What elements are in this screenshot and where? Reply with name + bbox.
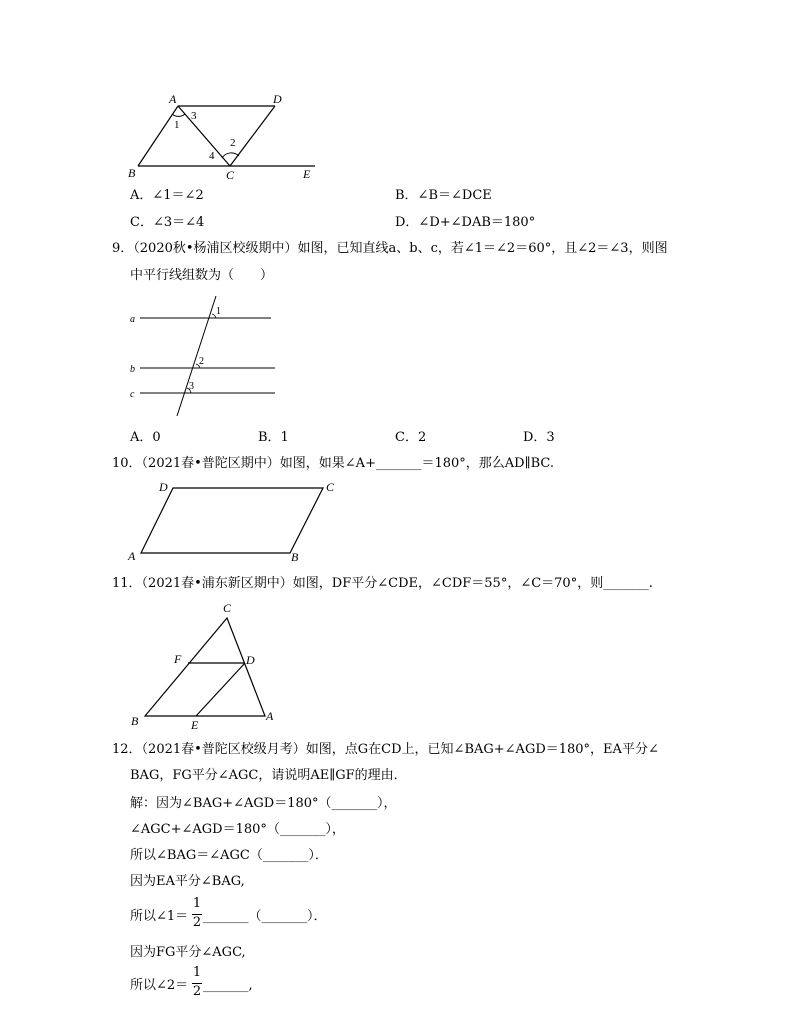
label-C: C — [223, 601, 232, 615]
q12-step-1: 解：因为∠BAG+∠AGD＝180°（_______）， — [130, 796, 397, 811]
q12-stem-line1: 12．（2021春•普陀区校级月考）如图，点G在CD上，已知∠BAG+∠AGD＝180°，EA平分∠ — [112, 742, 659, 757]
q11-stem: 11．（2021春•浦东新区期中）如图，DF平分∠CDE，∠CDF＝55°，∠C＝70°，则_______. — [112, 576, 653, 591]
fraction-numerator: 1 — [192, 896, 202, 911]
line-label-c: c — [130, 389, 135, 400]
q9-option-b: B．1 — [258, 430, 289, 445]
figure-q10 — [125, 478, 350, 566]
angle-label-3: 3 — [191, 110, 197, 122]
angle-label-2: 2 — [199, 356, 204, 367]
q9-option-a: A．0 — [130, 430, 161, 445]
label-D: D — [246, 653, 255, 667]
label-C: C — [226, 168, 235, 182]
q8-option-a: A．∠1＝∠2 — [130, 188, 204, 203]
fraction-numerator: 1 — [192, 965, 202, 980]
q9-stem-line2: 中平行线组数为（ ） — [130, 268, 274, 283]
q8-option-d: D．∠D+∠DAB＝180° — [395, 215, 536, 230]
angle-label-2: 2 — [230, 137, 236, 149]
q12-step-2: ∠AGC+∠AGD＝180°（_______）， — [130, 822, 345, 837]
q8-option-b: B．∠B＝∠DCE — [395, 188, 492, 203]
figure-q9 — [125, 293, 285, 423]
figure-q8 — [125, 88, 325, 183]
fraction-denominator: 2 — [192, 915, 202, 930]
q12-step-5-suffix: _______（_______）． — [203, 909, 327, 924]
q9-stem-line1: 9．（2020秋•杨浦区校级期中）如图，已知直线a、b、c，若∠1＝∠2＝60°，且∠2＝∠3，则图 — [112, 241, 668, 256]
angle-label-1: 1 — [216, 306, 221, 317]
q12-step-5-prefix: 所以∠1＝ — [130, 909, 189, 924]
q12-step-6: 因为FG平分∠AGC, — [130, 945, 246, 960]
label-B: B — [291, 550, 299, 564]
label-D: D — [159, 480, 168, 494]
q12-step-7-suffix: _______, — [203, 978, 253, 993]
label-D: D — [273, 92, 282, 106]
line-label-b: b — [130, 364, 135, 375]
q12-step-4: 因为EA平分∠BAG, — [130, 874, 245, 889]
line-label-a: a — [130, 314, 135, 325]
label-F: F — [174, 652, 182, 666]
label-C: C — [326, 480, 335, 494]
label-B: B — [128, 166, 136, 180]
label-E: E — [303, 167, 311, 181]
q9-option-c: C．2 — [395, 430, 427, 445]
label-E: E — [191, 718, 199, 732]
angle-label-1: 1 — [174, 119, 180, 131]
label-B: B — [131, 714, 139, 728]
q9-option-d: D．3 — [523, 430, 555, 445]
label-A: A — [169, 92, 177, 106]
figure-q11 — [125, 598, 285, 733]
q8-option-c: C．∠3＝∠4 — [130, 215, 205, 230]
label-A: A — [128, 549, 136, 563]
angle-label-3: 3 — [189, 381, 194, 392]
label-A: A — [266, 709, 274, 723]
q12-stem-line2: BAG，FG平分∠AGC，请说明AE∥GF的理由． — [130, 768, 407, 783]
q10-stem: 10．（2021春•普陀区期中）如图，如果∠A+_______＝180°，那么AD∥BC. — [112, 456, 555, 471]
q12-step-3: 所以∠BAG＝∠AGC（_______）． — [130, 848, 328, 863]
q12-step-7-prefix: 所以∠2＝ — [130, 978, 189, 993]
fraction-denominator: 2 — [192, 984, 202, 999]
angle-label-4: 4 — [209, 150, 215, 162]
